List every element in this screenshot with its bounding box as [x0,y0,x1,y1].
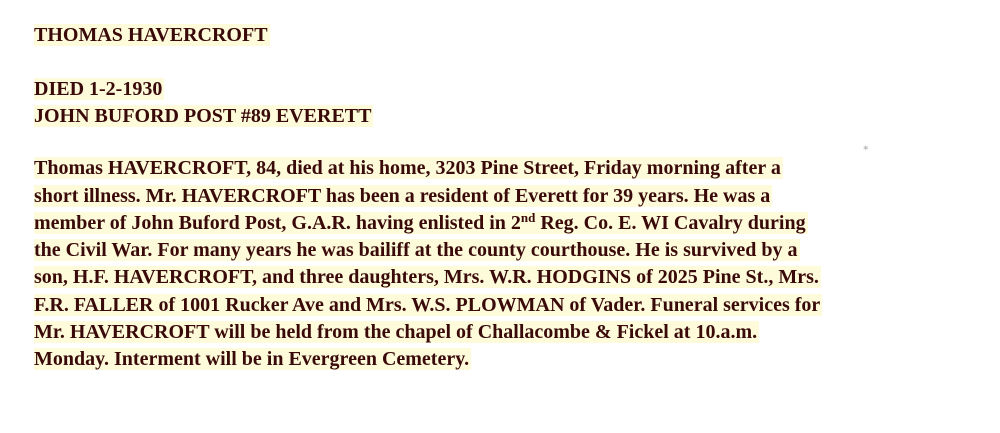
body-line-5: son, H.F. HAVERCROFT, and three daughters, Mrs. W.R. HODGINS of 2025 Pine St., Mrs. [34,266,819,288]
body-line-1: Thomas HAVERCROFT, 84, died at his home, 3203 Pine Street, Friday morning after a [34,157,781,179]
scan-speck: ✶ [862,143,870,153]
death-date-line [34,76,164,102]
body-line-4: the Civil War. For many years he was bailiff at the county courthouse. He is survived by a [34,239,798,261]
ordinal-suffix: nd [520,210,536,225]
deceased-name: THOMAS HAVERCROFT [34,24,268,46]
body-line-7: Mr. HAVERCROFT will be held from the chapel of Challacombe & Fickel at 10.a.m. [34,321,758,343]
death-date: DIED 1-2-1930 [34,78,163,100]
post-name: JOHN BUFORD POST #89 EVERETT [34,105,372,127]
body-line-8: Monday. Interment will be in Evergreen Cemetery. [34,348,470,370]
post-line [34,103,373,129]
deceased-name-heading [34,22,270,48]
body-line-3: member of John Buford Post, G.A.R. having enlisted in 2nd Reg. Co. E. WI Cavalry during [34,210,806,234]
body-line-2: short illness. Mr. HAVERCROFT has been a resident of Everett for 39 years. He was a [34,185,771,207]
body-line-6: F.R. FALLER of 1001 Rucker Ave and Mrs. W.S. PLOWMAN of Vader. Funeral services for [34,294,821,316]
